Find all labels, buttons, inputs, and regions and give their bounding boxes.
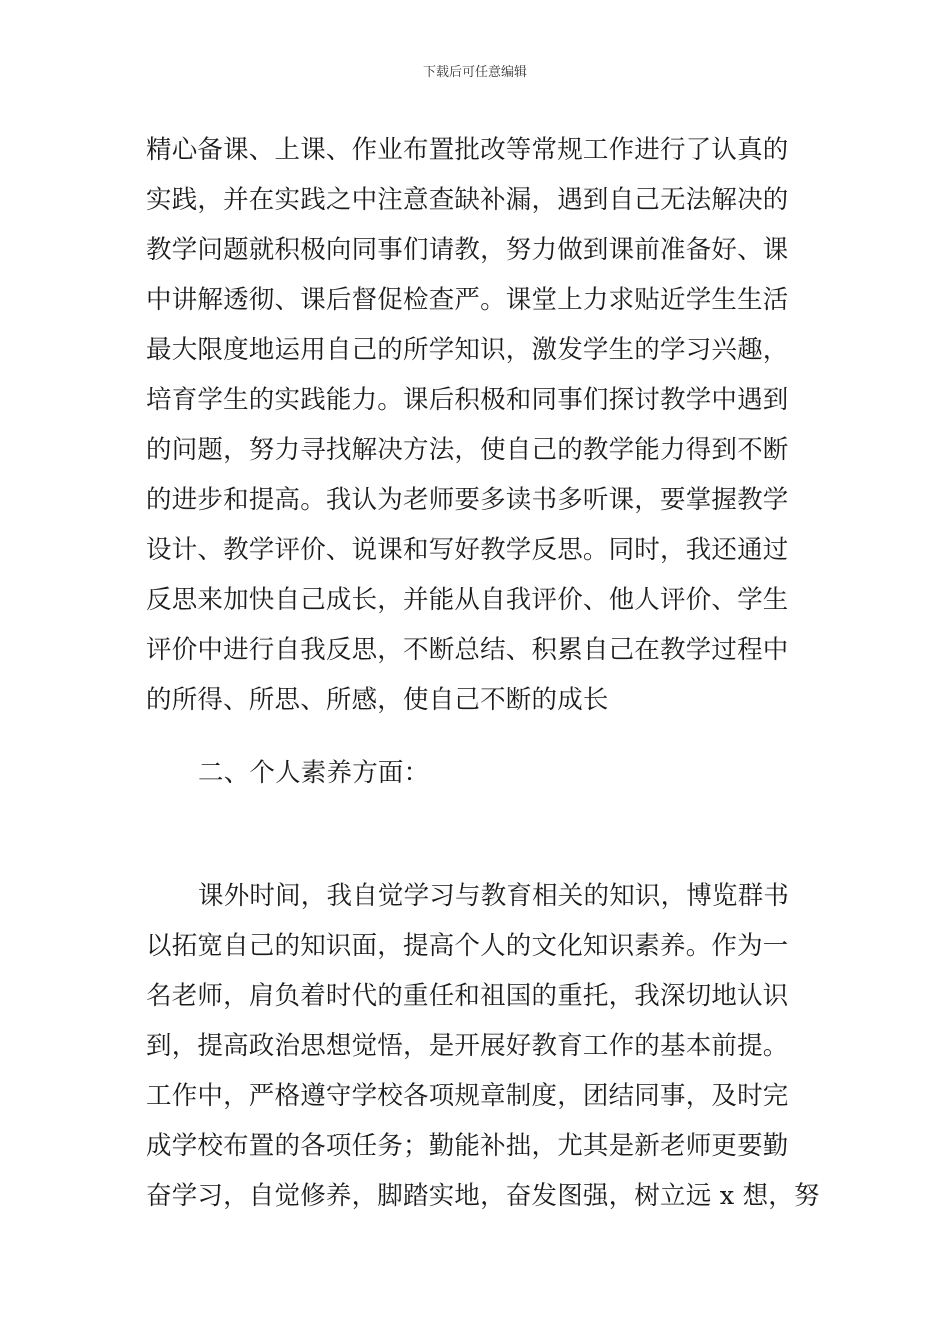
paragraph-line: 反思来加快自己成长，并能从自我评价、他人评价、学生 [146,585,789,615]
paragraph-line: 名老师，肩负着时代的重任和祖国的重托，我深切地认识 [146,981,789,1011]
paragraph-line: 精心备课、上课、作业布置批改等常规工作进行了认真的 [146,135,789,165]
paragraph-line: 最大限度地运用自己的所学知识，激发学生的学习兴趣， [146,335,789,365]
paragraph-line: 培育学生的实践能力。课后积极和同事们探讨教学中遇到 [146,385,789,415]
paragraph-line: 的所得、所思、所感，使自己不断的成长 [146,685,609,715]
paragraph-line: 奋学习，自觉修养，脚踏实地，奋发图强，树立远 x 想，努 [146,1181,820,1211]
paragraph-line: 到，提高政治思想觉悟，是开展好教育工作的基本前提。 [146,1031,789,1061]
paragraph-line: 工作中，严格遵守学校各项规章制度，团结同事，及时完 [146,1081,789,1111]
paragraph-line: 设计、教学评价、说课和写好教学反思。同时，我还通过 [146,535,789,565]
paragraph-line: 成学校布置的各项任务；勤能补拙，尤其是新老师更要勤 [146,1131,789,1161]
paragraph-line: 评价中进行自我反思，不断总结、积累自己在教学过程中 [146,635,789,665]
paragraph-line: 中讲解透彻、课后督促检查严。课堂上力求贴近学生生活 [146,285,789,315]
page-header: 下载后可任意编辑 [422,65,527,80]
paragraph-line: 课外时间，我自觉学习与教育相关的知识，博览群书 [198,881,790,911]
paragraph-line: 以拓宽自己的知识面，提高个人的文化知识素养。作为一 [146,931,789,961]
paragraph-line: 的问题，努力寻找解决方法，使自己的教学能力得到不断 [146,435,789,465]
paragraph-line: 实践，并在实践之中注意查缺补漏，遇到自己无法解决的 [146,185,789,215]
paragraph-line: 的进步和提高。我认为老师要多读书多听课，要掌握教学 [146,485,789,515]
section-heading: 二、个人素养方面： [198,758,430,788]
paragraph-line: 教学问题就积极向同事们请教，努力做到课前准备好、课 [146,235,789,265]
